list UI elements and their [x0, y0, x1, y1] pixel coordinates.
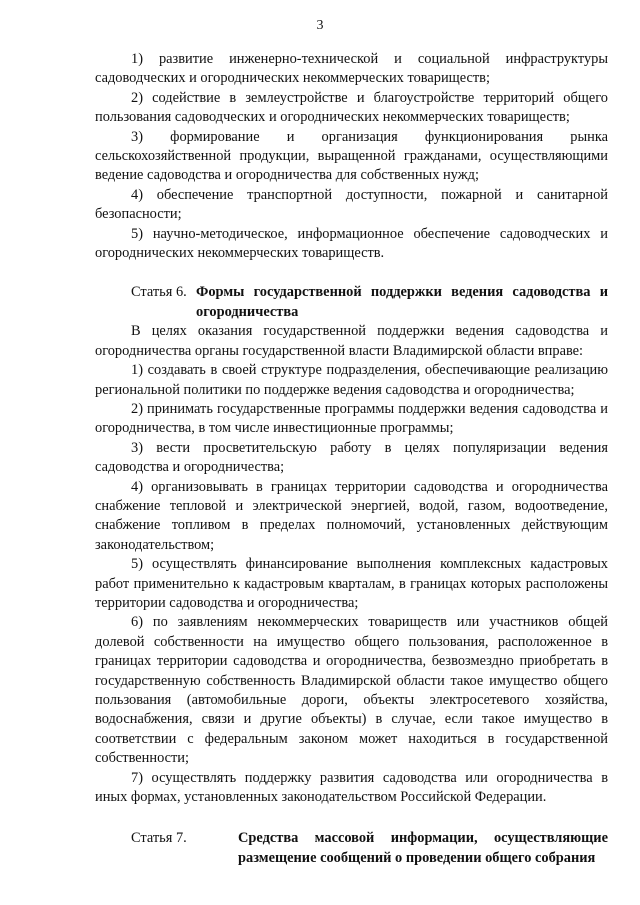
list-item: 5) осуществлять финансирование выполнения комплексных кадастровых работ применительно к кадастровым кварталам, в границах которых расположены территории садоводства и огородничества; — [95, 556, 608, 611]
list-item: 1) развитие инженерно-технической и социальной инфраструктуры садоводческих и огороднических некоммерческих товариществ; — [95, 51, 608, 87]
list-item: 1) создавать в своей структуре подразделения, обеспечивающие реализацию региональной политики по поддержке ведения садоводства и огородничества; — [95, 362, 608, 398]
list-item: 6) по заявлениям некоммерческих товариществ или участников общей долевой собственности на имущество общего пользования, расположенное в границах территории садоводства и огородничества, безвозмездно приобретать в государственную собственность Владимирской области такое имущество общего пользования (автомобильные дороги, объекты электросетевого хозяйства, водоснабжения, связи и другие объекты) в случае, если такое имущество в соответствии с федеральным законом может находиться в государственной собственности; — [95, 614, 608, 767]
list-item: 7) осуществлять поддержку развития садоводства или огородничества в иных формах, установленных законодательством Российской Федерации. — [95, 769, 608, 806]
list-item: 4) обеспечение транспортной доступности, пожарной и санитарной безопасности; — [95, 186, 608, 223]
list-item: 3) формирование и организация функционирования рынка сельскохозяйственной продукции, выращенной гражданами, осуществляющими ведение садоводства и огородничества для собственных нужд; — [95, 128, 608, 184]
document-body — [95, 50, 608, 868]
article-7-heading — [95, 829, 608, 868]
article-6-intro: В целях оказания государственной поддержки ведения садоводства и огородничества органы государственной власти Владимирской области вправе: — [95, 323, 608, 359]
spacer — [95, 807, 608, 829]
list-item: 4) организовывать в границах территории садоводства и огородничества снабжение тепловой и электрической энергией, водой, газом, водоотведение, снабжение топливом в пределах полномочий, установленных действующим законодательством; — [95, 478, 608, 553]
list-item: 2) принимать государственные программы поддержки ведения садоводства и огородничества, в том числе инвестиционные программы; — [95, 400, 608, 437]
article-7-title: Средства массовой информации, осуществляющие размещение сообщений о проведении общего собрания — [238, 830, 608, 866]
article-6-title: Формы государственной поддержки ведения садоводства и огородничества — [196, 284, 608, 320]
spacer — [95, 263, 608, 283]
article-7-label: Статья 7. — [131, 830, 187, 847]
page-number: 3 — [316, 18, 324, 33]
article-6-heading — [95, 283, 608, 322]
list-item: 2) содействие в землеустройстве и благоустройстве территорий общего пользования садоводческих и огороднических некоммерческих товариществ; — [95, 89, 608, 126]
list-item: 3) вести просветительскую работу в целях популяризации ведения садоводства и огородничества; — [95, 439, 608, 476]
list-item: 5) научно-методическое, информационное обеспечение садоводческих и огороднических некоммерческих товариществ. — [95, 225, 608, 262]
article-6-label: Статья 6. — [131, 284, 187, 301]
